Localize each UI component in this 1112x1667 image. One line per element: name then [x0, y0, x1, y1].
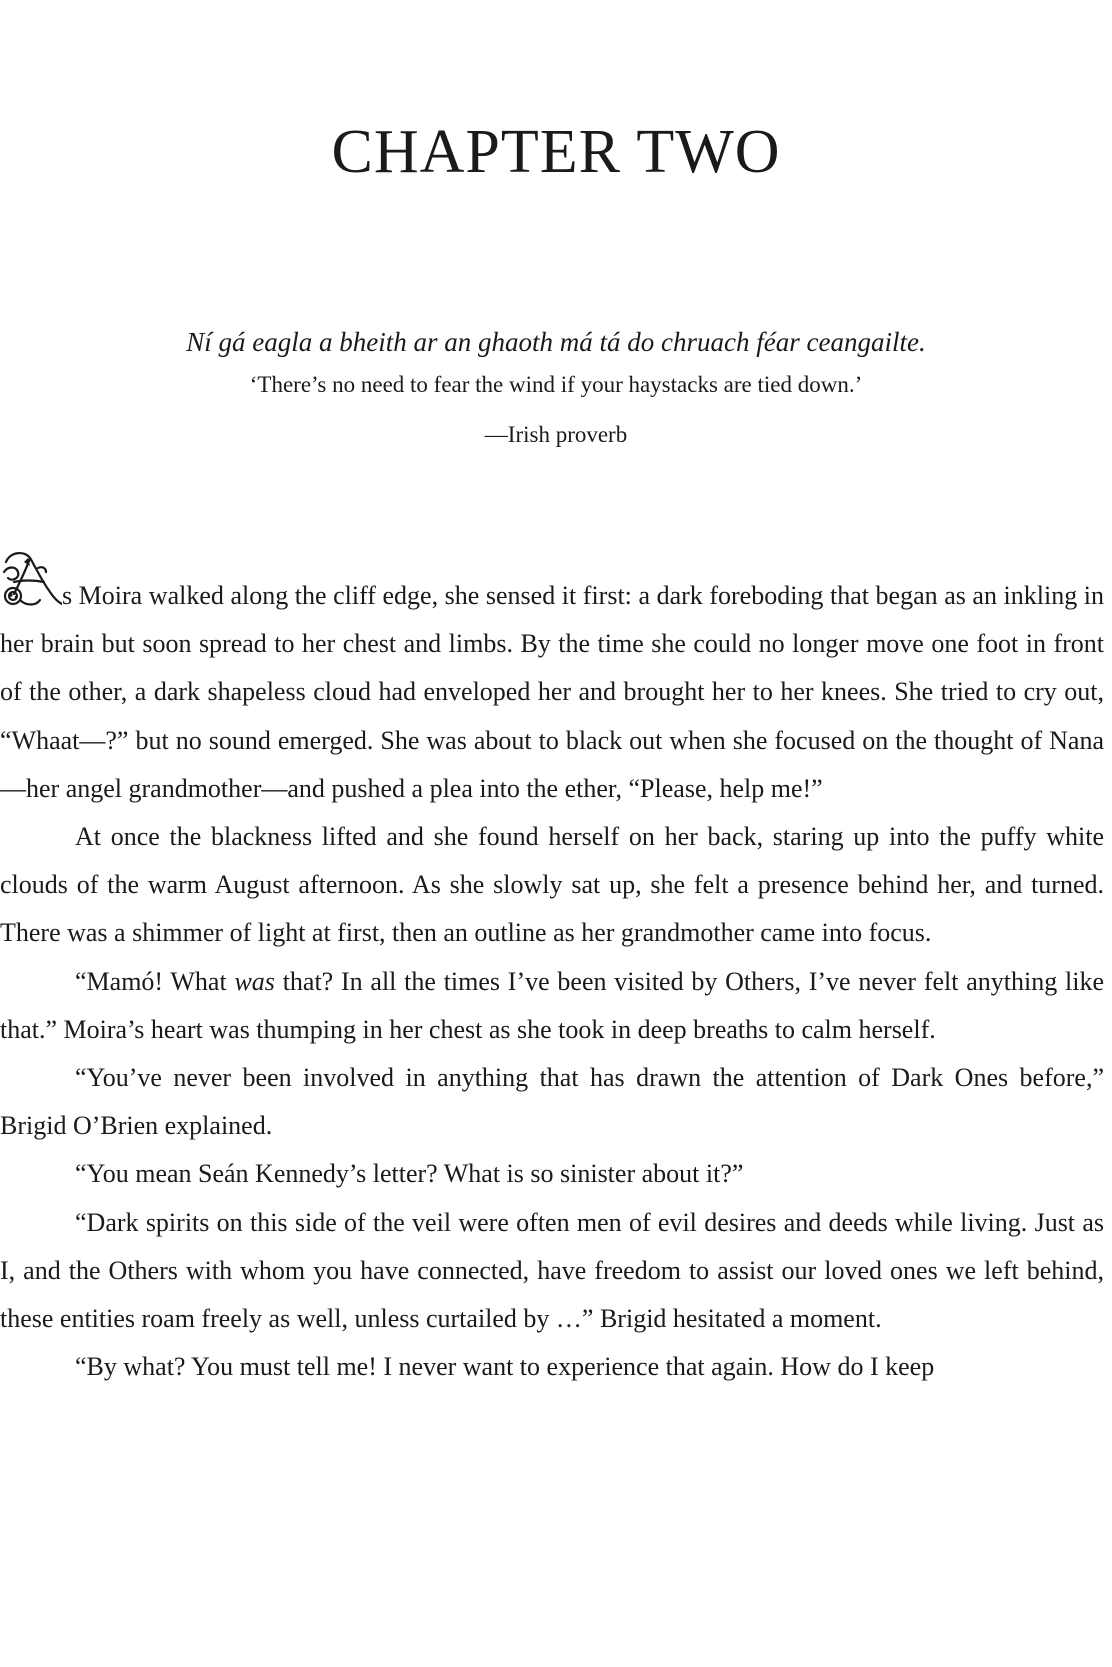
- paragraph-1: [0, 572, 1104, 813]
- epigraph: [0, 322, 1112, 452]
- chapter-title: CHAPTER TWO: [331, 118, 781, 186]
- paragraph-3-text-a: “Mamó! What: [75, 966, 235, 996]
- paragraph-2: At once the blackness lifted and she found herself on her back, staring up into the puffy white clouds of the warm August afternoon. As she slowly sat up, she felt a presence behind her, and turned. There was a shimmer of light at first, then an outline as her grandmother came into focus.: [0, 822, 1104, 948]
- chapter-body: [0, 572, 1104, 1391]
- paragraph-7: “By what? You must tell me! I never want to experience that again. How do I keep: [75, 1352, 935, 1382]
- paragraph-6: “Dark spirits on this side of the veil were often men of evil desires and deeds while living. Just as I, and the Others with whom you have connected, have freedom to assist our loved ones we left behind, these entities roam freely as well, unless curtailed by …” Brigid hesitated a moment.: [0, 1207, 1104, 1334]
- epigraph-translation: ‘There’s no need to fear the wind if your haystacks are tied down.’: [249, 372, 863, 397]
- paragraph-3-emphasis: was: [234, 966, 275, 996]
- paragraph-5: “You mean Seán Kennedy’s letter? What is so sinister about it?”: [75, 1159, 744, 1189]
- paragraph-3: [0, 958, 1104, 1054]
- paragraph-3-text-b: that? In all the times I’ve been visited by Others, I’ve never felt anything like that.” Moira’s heart was thumping in her chest as she took in deep breaths to calm herself.: [0, 966, 1104, 1044]
- paragraph-1-text: s Moira walked along the cliff edge, she sensed it first: a dark foreboding that began as an inkling in her brain but soon spread to her chest and limbs. By the time she could no longer move one foot in front of the other, a dark shapeless cloud had enveloped her and brought her to her knees. She tried to cry out, “Whaat—?” but no sound emerged. She was about to black out when she focused on the thought of Nana—her angel grandmother—and pushed a plea into the ether, “Please, help me!”: [0, 581, 1104, 803]
- ornamental-drop-cap-a-icon: [0, 548, 62, 610]
- paragraph-4: “You’ve never been involved in anything that has drawn the attention of Dark Ones before,” Brigid O’Brien explained.: [0, 1063, 1104, 1141]
- epigraph-irish-proverb: Ní gá eagla a bheith ar an ghaoth má tá do chruach féar ceangailte.: [186, 327, 926, 357]
- epigraph-attribution: —Irish proverb: [484, 422, 628, 447]
